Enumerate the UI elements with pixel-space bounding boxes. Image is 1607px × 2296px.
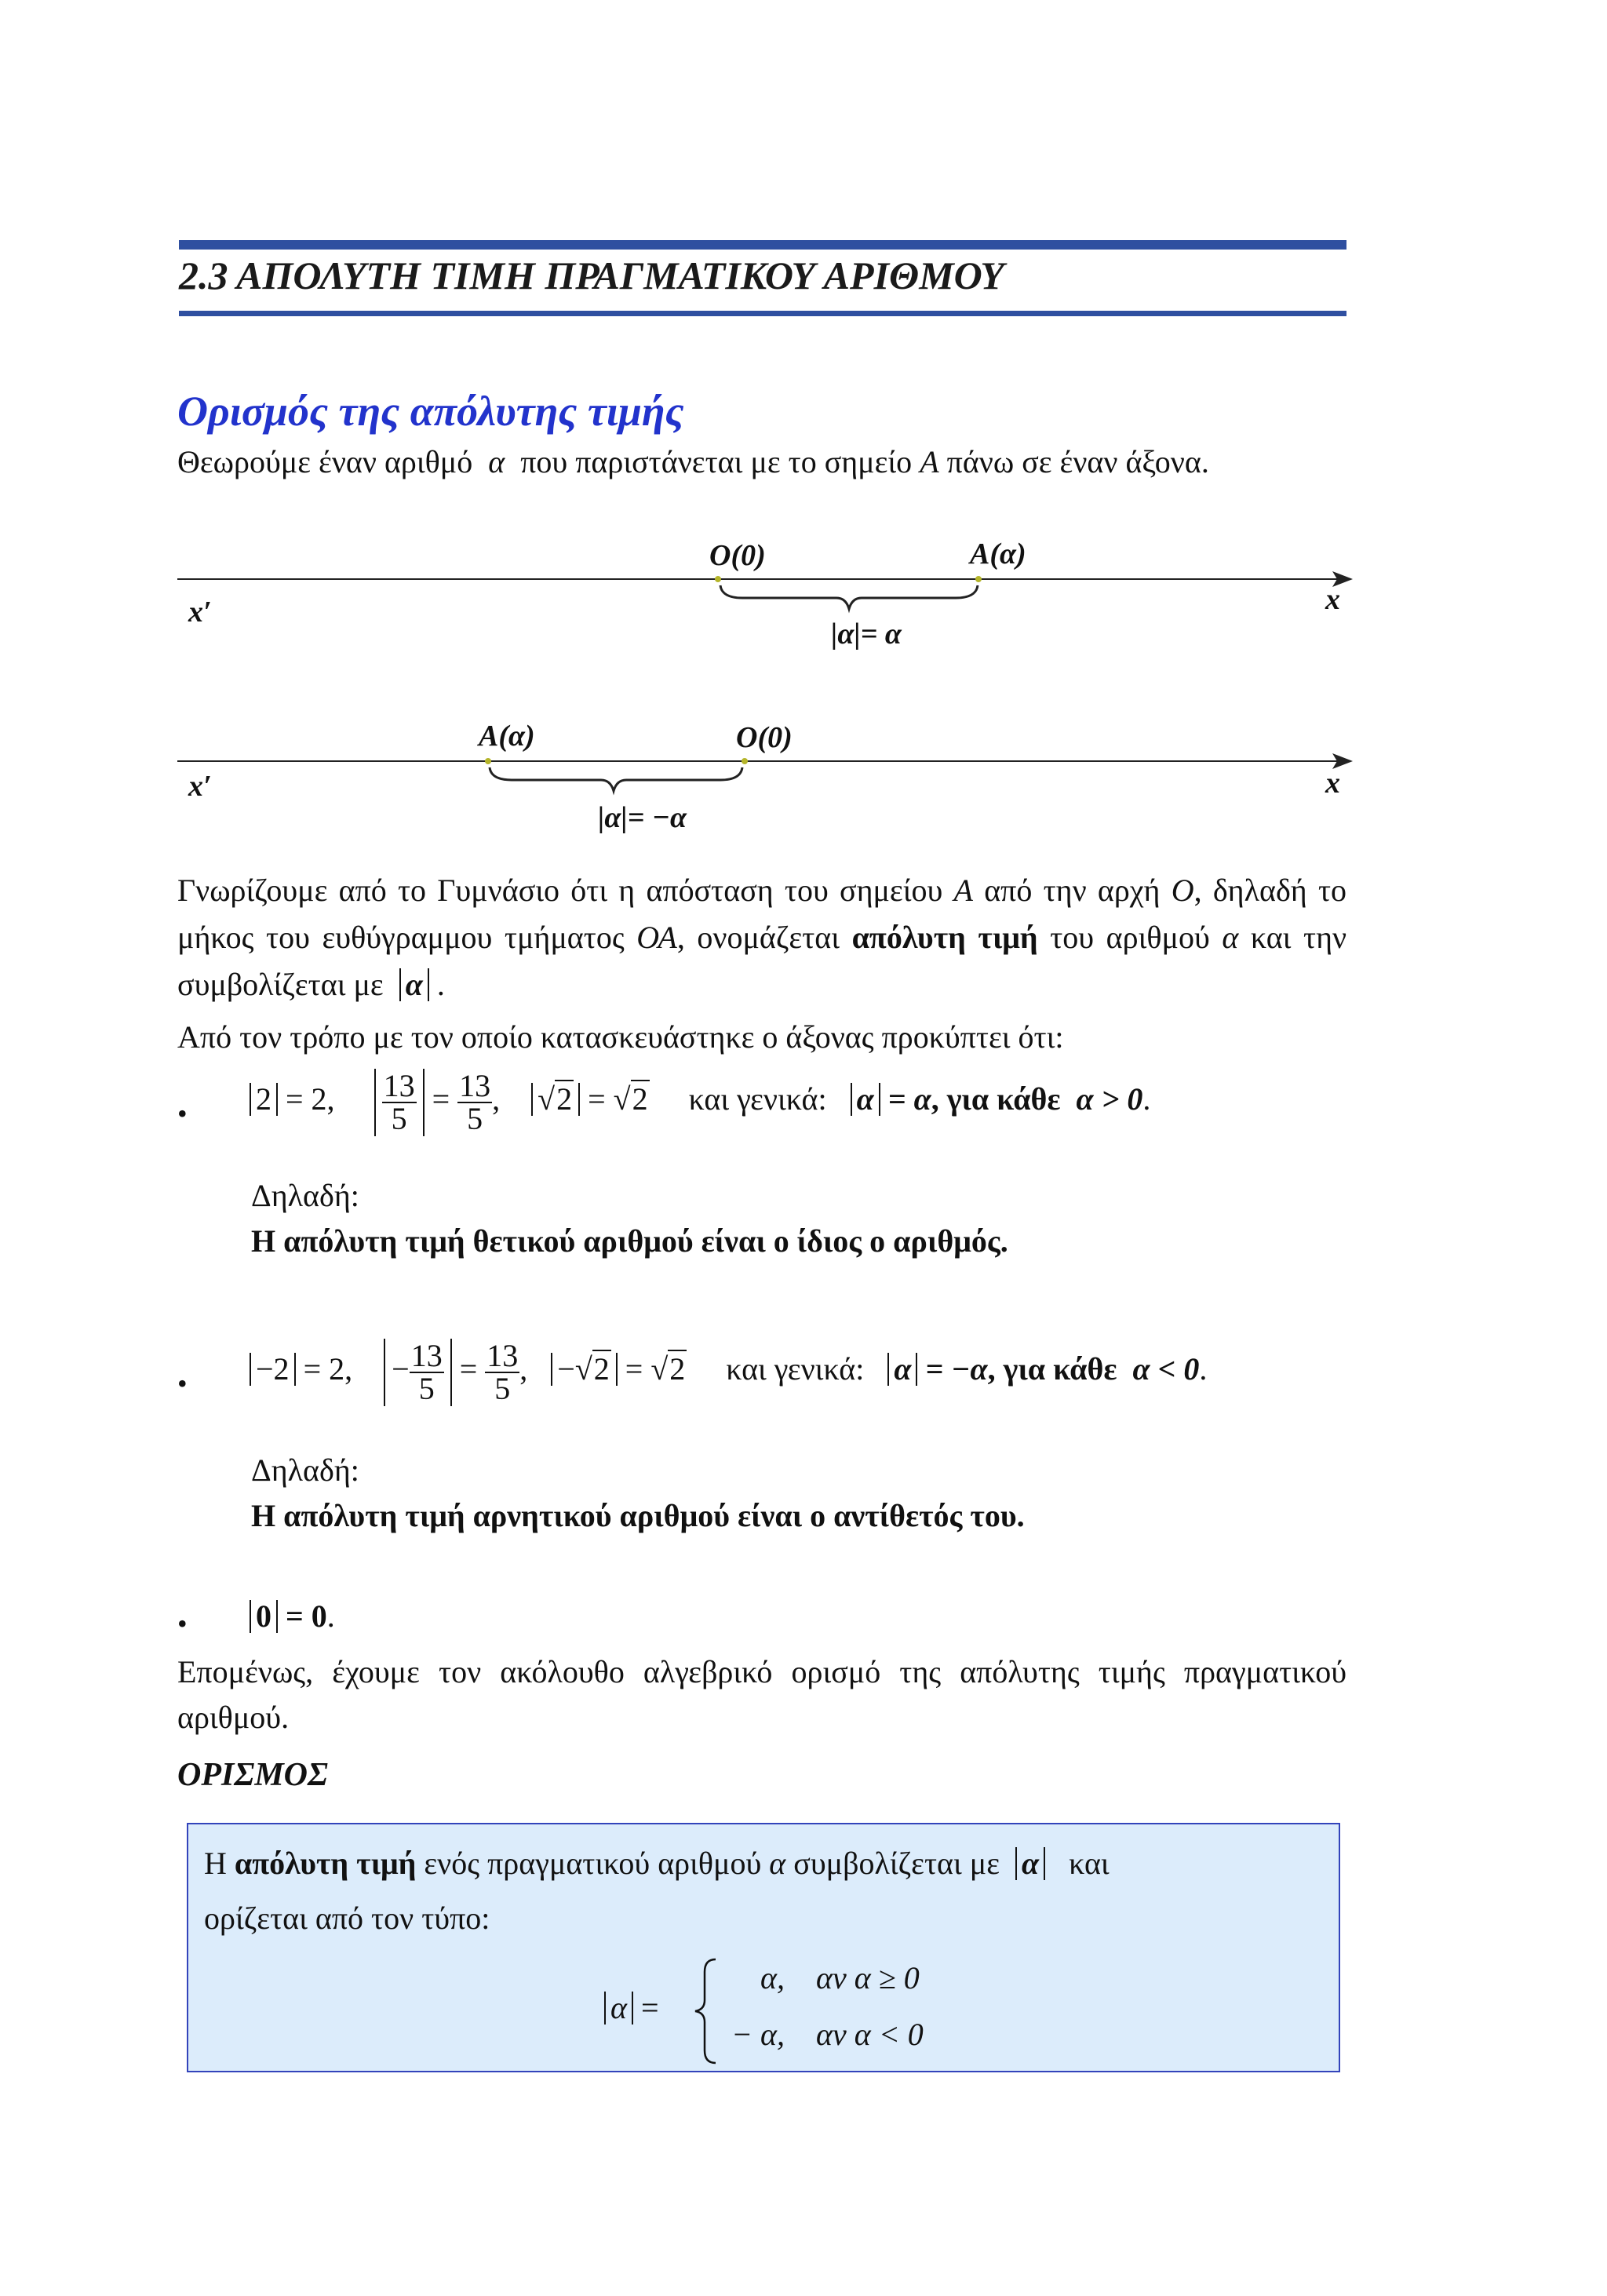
- piecewise-formula: α = α, αν α ≥ 0 − α, αν α < 0: [604, 1956, 1012, 2066]
- x-prime-label: x′: [188, 770, 212, 803]
- origin-label: Ο(0): [709, 539, 766, 572]
- definition-box: [187, 1823, 1340, 2072]
- definition-paragraph: Γνωρίζουμε από το Γυμνάσιο ότι η απόσταση του σημείου Α από την αρχή Ο, δηλαδή το μήκος του ευθύγραμμου τμήματος ΟΑ, ονομάζεται απόλυτη τιμή του αριθμού α και την συμβολίζεται με α .: [177, 873, 1347, 1002]
- bullet-dot: •: [177, 1098, 188, 1129]
- note-negative: Η απόλυτη τιμή αρνητικού αριθμού είναι ο αντίθετός του.: [251, 1498, 1025, 1533]
- definition-line-1: Η απόλυτη τιμή ενός πραγματικού αριθμού α συμβολίζεται με α και: [204, 1846, 1110, 1881]
- x-label: x: [1325, 767, 1340, 800]
- zero-row: 0 = 0.: [250, 1598, 335, 1635]
- bottom-rule: [179, 311, 1346, 316]
- note-label: Δηλαδή:: [251, 1452, 359, 1488]
- x-prime-label: x′: [188, 596, 212, 629]
- conclusion-paragraph: Επομένως, έχουμε τον ακόλουθο αλγεβρικό ορισμό της απόλυτης τιμής πραγματικού αριθμού.: [177, 1654, 1346, 1735]
- axis-positive-svg: [177, 541, 1354, 675]
- point-label: Α(α): [479, 720, 535, 753]
- curly-brace: [691, 1956, 722, 2066]
- number-line-positive: [177, 538, 1354, 675]
- note-positive: Η απόλυτη τιμή θετικού αριθμού είναι ο ίδιος ο αριθμός.: [251, 1223, 1008, 1259]
- origin-label: Ο(0): [736, 721, 793, 754]
- definition-heading: ΟΡΙΣΜΟΣ: [177, 1757, 329, 1793]
- note-label: Δηλαδή:: [251, 1178, 359, 1213]
- bullet-dot: •: [177, 1608, 188, 1639]
- brace-label: |α|= α: [831, 618, 902, 651]
- positive-examples-row: 2 = 2, $\frac{13}{5}$ = $\frac{13}{5}$ , √2 = √2 και γενικά: α = α, για κάθε α > 0.: [250, 1069, 1150, 1136]
- number-line-negative: [177, 722, 1354, 855]
- brace-label: |α|= −α: [598, 801, 687, 834]
- chapter-title: 2.3 ΑΠΟΛΥΤΗ ΤΙΜΗ ΠΡΑΓΜΑΤΙΚΟΥ ΑΡΙΘΜΟΥ: [179, 253, 1004, 297]
- intro-paragraph: Θεωρούμε έναν αριθμό α που παριστάνεται με το σημείο Α πάνω σε έναν άξονα.: [177, 444, 1209, 479]
- top-rule: [179, 240, 1346, 250]
- definition-line-2: ορίζεται από τον τύπο:: [204, 1901, 490, 1936]
- point-label: Α(α): [970, 538, 1026, 570]
- abs-symbol: α: [399, 968, 429, 1001]
- construction-sentence: Από τον τρόπο με τον οποίο κατασκευάστηκε ο άξονας προκύπτει ότι:: [177, 1019, 1064, 1055]
- section-title: Ορισμός της απόλυτης τιμής: [177, 388, 684, 435]
- bullet-dot: •: [177, 1368, 188, 1399]
- negative-examples-row: −2 = 2, − $\frac{13}{5}$ = $\frac{13}{5}$ , −√2 = √2 και γενικά: α = −α, για κάθε α < 0.: [250, 1339, 1207, 1406]
- x-label: x: [1325, 583, 1340, 616]
